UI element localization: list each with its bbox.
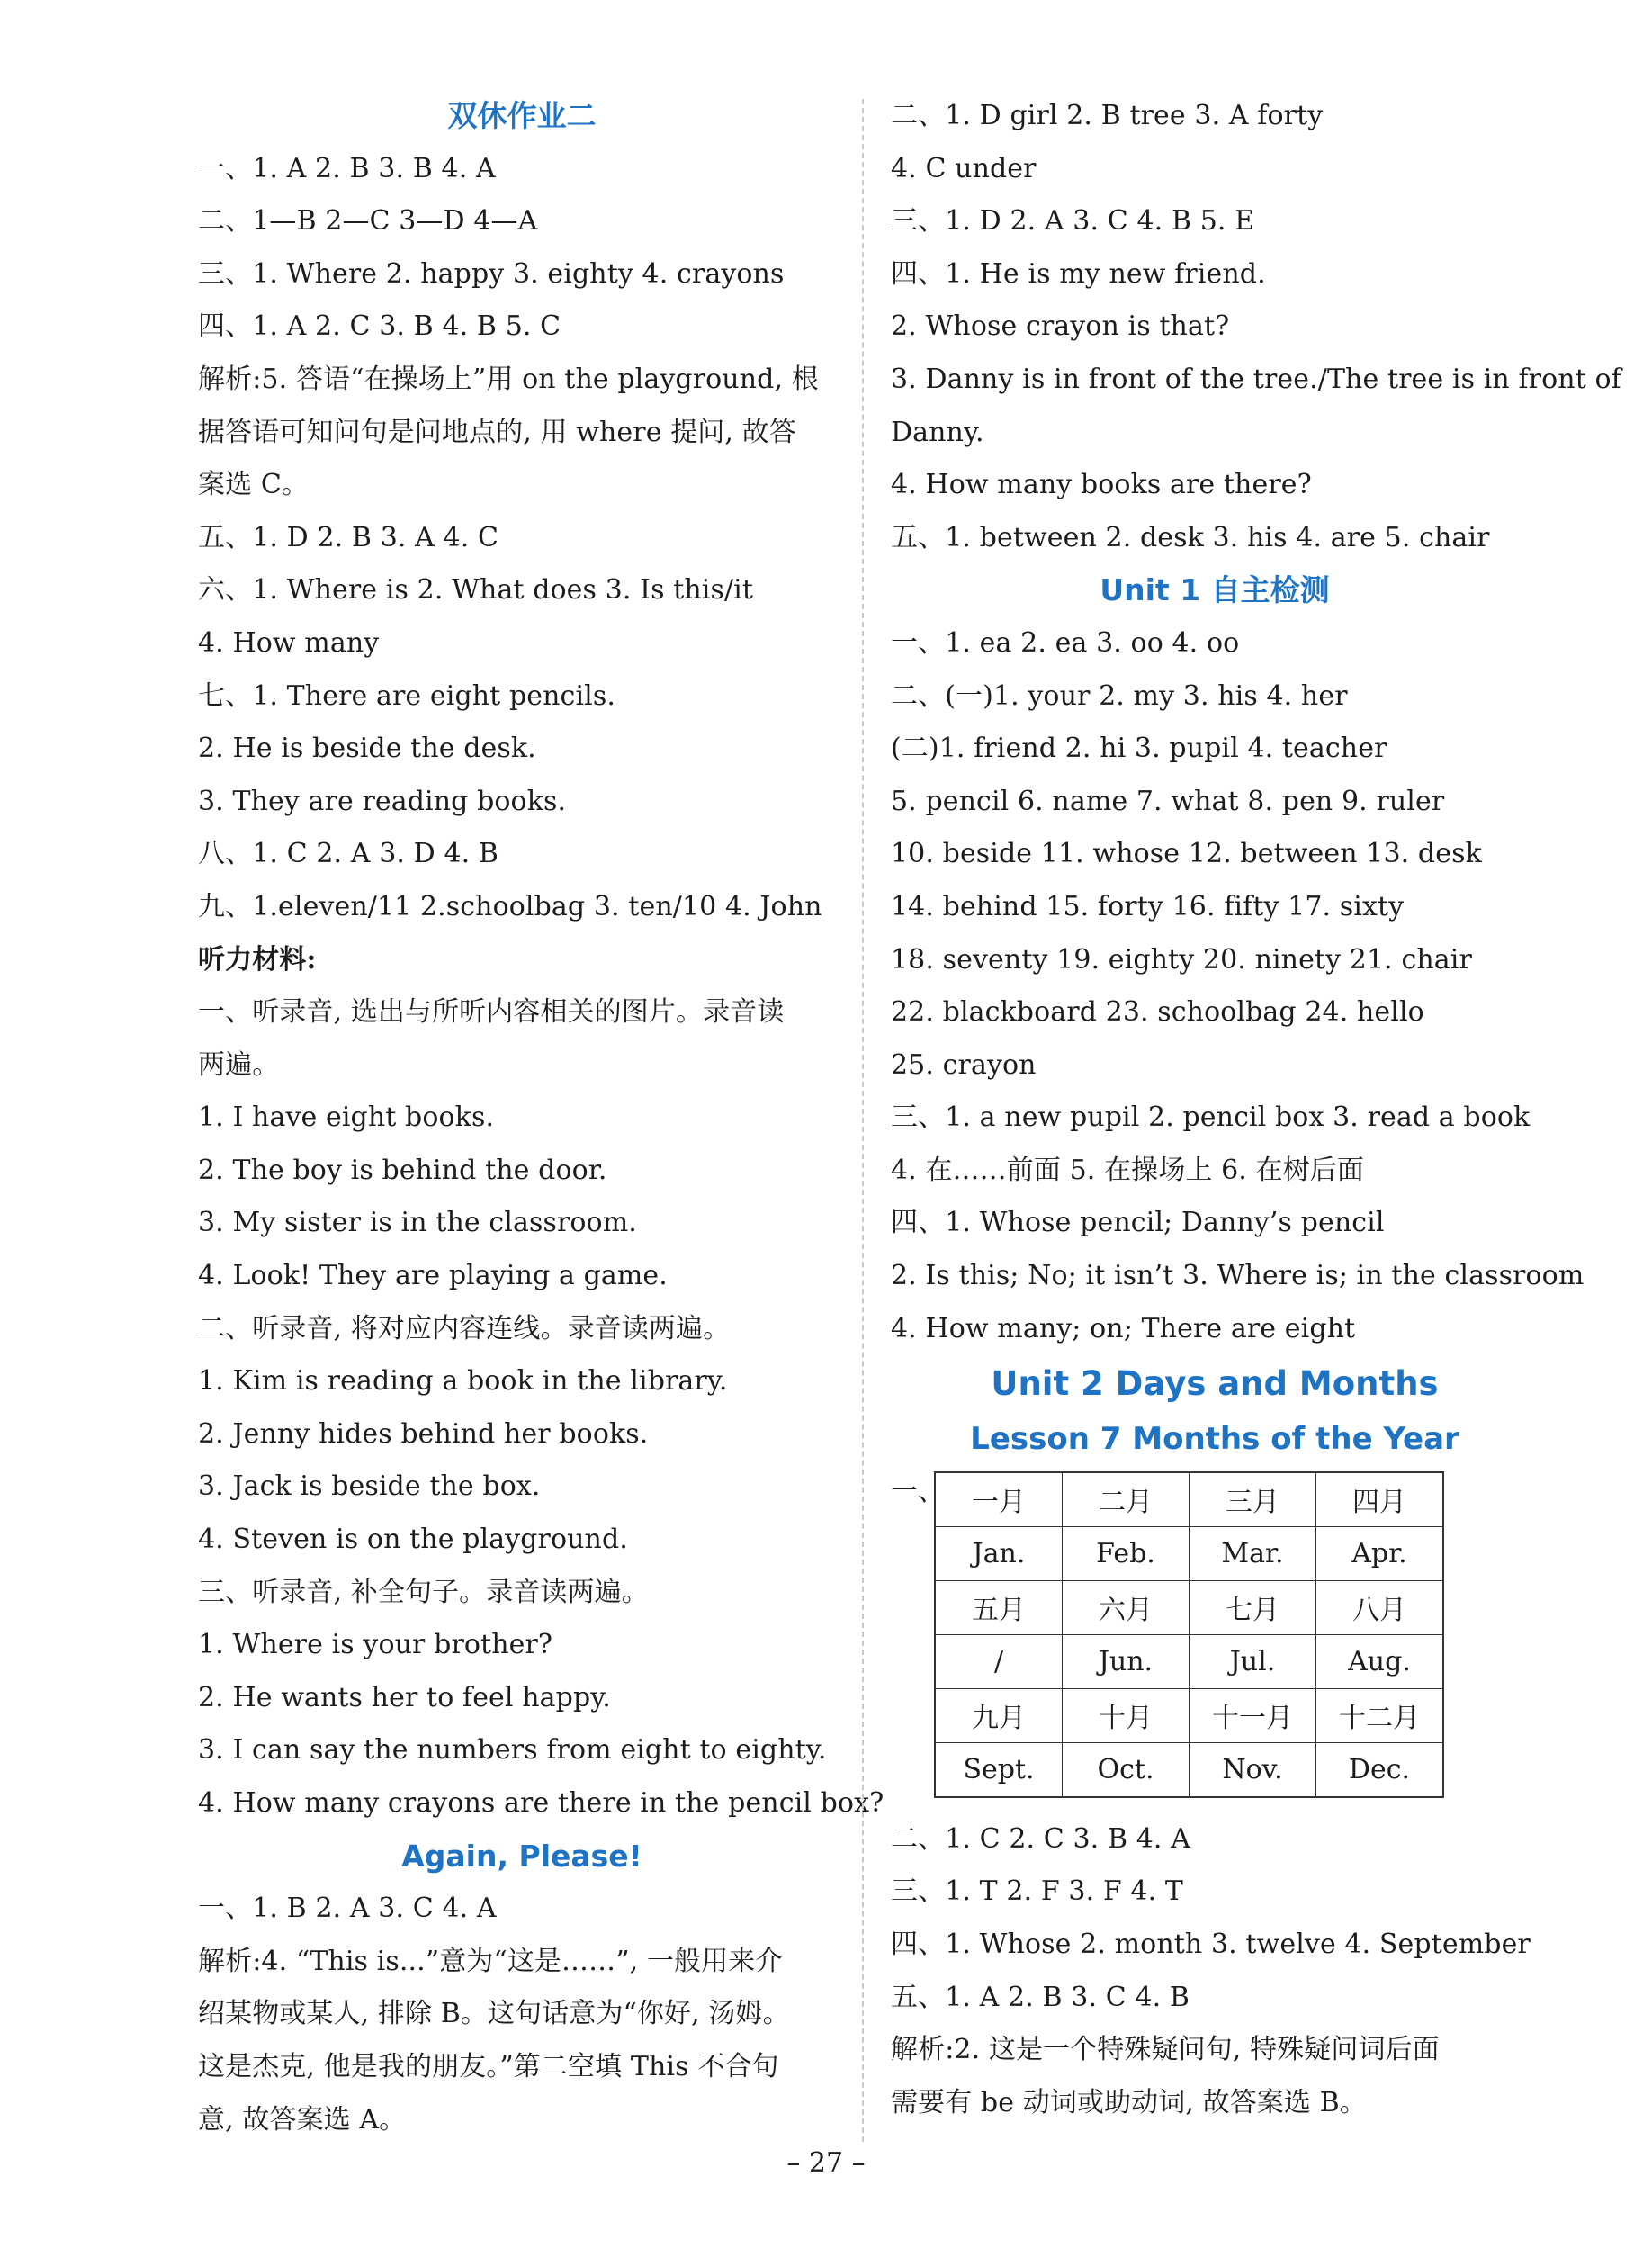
months-table-row — [935, 1634, 1443, 1688]
answer-line: 4. C under — [891, 152, 1037, 184]
months-table-row — [935, 1580, 1443, 1634]
answer-line: 4. How many crayons are there in the pencil box? — [198, 1787, 884, 1819]
months-table — [934, 1471, 1444, 1798]
answer-line: 22. blackboard 23. schoolbag 24. hello — [891, 996, 1424, 1029]
answer-line: 3. My sister is in the classroom. — [198, 1207, 637, 1239]
months-table-cell: Mar. — [1190, 1526, 1316, 1580]
answer-line: 1. I have eight books. — [198, 1102, 495, 1134]
months-table-label: 一、 — [891, 1475, 945, 1507]
answer-line: 三、1. Where 2. happy 3. eighty 4. crayons — [198, 257, 785, 290]
months-table-cell: Feb. — [1063, 1526, 1190, 1580]
page-number: – 27 – — [786, 2147, 866, 2179]
answer-line: 3. Jack is beside the box. — [198, 1470, 541, 1503]
months-table-cell: Oct. — [1063, 1742, 1190, 1797]
months-table-cell: 七月 — [1190, 1580, 1316, 1634]
answer-line: 二、1. D girl 2. B tree 3. A forty — [891, 100, 1324, 131]
months-table-row — [935, 1688, 1443, 1742]
months-table-cell: Sept. — [935, 1742, 1063, 1797]
answer-line: 10. beside 11. whose 12. between 13. desk — [891, 838, 1482, 870]
answer-line: 七、1. There are eight pencils. — [198, 679, 615, 712]
answer-line: 2. Is this; No; it isn’t 3. Where is; in the classroom — [891, 1260, 1585, 1292]
answer-line: 三、1. a new pupil 2. pencil box 3. read a book — [891, 1102, 1531, 1134]
answer-line: 2. Jenny hides behind her books. — [198, 1417, 649, 1450]
months-table-cell: Aug. — [1316, 1634, 1444, 1688]
answer-line: 4. Steven is on the playground. — [198, 1524, 628, 1556]
months-table-row — [935, 1472, 1443, 1527]
answer-line: 这是杰克, 他是我的朋友。”第二空填 This 不合句 — [198, 2050, 779, 2082]
months-table-cell: Apr. — [1316, 1526, 1444, 1580]
right-column-bottom — [891, 1813, 1539, 2130]
answer-line: 1. Where is your brother? — [198, 1629, 553, 1661]
answer-line: 四、1. He is my new friend. — [891, 257, 1266, 290]
answer-line: 2. Whose crayon is that? — [891, 310, 1230, 343]
answer-line: 案选 C。 — [198, 469, 309, 501]
answer-line: 25. crayon — [891, 1048, 1037, 1081]
answer-line: 二、1. C 2. C 3. B 4. A — [891, 1822, 1190, 1855]
months-table-cell: 一月 — [935, 1472, 1063, 1527]
months-table-cell: 十二月 — [1316, 1688, 1444, 1742]
answer-line: 三、听录音, 补全句子。录音读两遍。 — [198, 1576, 649, 1608]
months-table-cell: / — [935, 1634, 1063, 1688]
answer-line: 需要有 be 动词或助动词, 故答案选 B。 — [891, 2086, 1367, 2118]
answer-line: 3. They are reading books. — [198, 785, 567, 817]
answer-line: 意, 故答案选 A。 — [198, 2103, 407, 2136]
months-table-cell: 九月 — [935, 1688, 1063, 1742]
answer-line: 听力材料: — [198, 943, 317, 976]
answer-line: 九、1.eleven/11 2.schoolbag 3. ten/10 4. John — [198, 890, 822, 922]
answer-line: 4. How many books are there? — [891, 469, 1312, 501]
months-table-cell: 四月 — [1316, 1472, 1444, 1527]
answer-line: 一、听录音, 选出与所听内容相关的图片。录音读 — [198, 996, 785, 1029]
answer-line: 14. behind 15. forty 16. fifty 17. sixty — [891, 890, 1405, 922]
answer-line: 六、1. Where is 2. What does 3. Is this/it — [198, 574, 754, 607]
months-table-block — [891, 1466, 1539, 1813]
months-table-row — [935, 1526, 1443, 1580]
months-table-cell: Jul. — [1190, 1634, 1316, 1688]
answer-line: 3. Danny is in front of the tree./The tree is in front of — [891, 363, 1621, 395]
answer-line: 绍某物或某人, 排除 B。这句话意为“你好, 汤姆。 — [198, 1998, 790, 2030]
answer-line: 一、1. ea 2. ea 3. oo 4. oo — [891, 626, 1240, 659]
answer-line: 四、1. Whose 2. month 3. twelve 4. September — [891, 1929, 1531, 1961]
answer-line: 三、1. T 2. F 3. F 4. T — [891, 1875, 1183, 1908]
answer-line: 三、1. D 2. A 3. C 4. B 5. E — [891, 205, 1255, 238]
right-column — [891, 90, 1621, 2129]
answer-line: 二、听录音, 将对应内容连线。录音读两遍。 — [198, 1312, 731, 1344]
lesson-heading: Lesson 7 Months of the Year — [970, 1421, 1459, 1458]
answer-line: 5. pencil 6. name 7. what 8. pen 9. ruler — [891, 785, 1445, 817]
months-table-cell: 六月 — [1063, 1580, 1190, 1634]
answer-line: 4. Look! They are playing a game. — [198, 1260, 668, 1292]
answer-line: 4. 在……前面 5. 在操场上 6. 在树后面 — [891, 1154, 1364, 1186]
months-table-cell: Jan. — [935, 1526, 1063, 1580]
months-table-cell: 十一月 — [1190, 1688, 1316, 1742]
unit-heading: Unit 2 Days and Months — [991, 1364, 1439, 1404]
answer-line: 四、1. A 2. C 3. B 4. B 5. C — [198, 310, 561, 343]
answer-line: 2. The boy is behind the door. — [198, 1154, 607, 1186]
answer-line: 一、1. A 2. B 3. B 4. A — [198, 152, 496, 184]
answer-line: 解析:2. 这是一个特殊疑问句, 特殊疑问词后面 — [891, 2034, 1440, 2066]
answer-line: 2. He wants her to feel happy. — [198, 1681, 611, 1713]
section-heading: 双休作业二 — [447, 98, 597, 133]
left-column — [198, 90, 884, 2146]
months-table-cell: 十月 — [1063, 1688, 1190, 1742]
column-divider — [862, 99, 864, 2142]
answer-line: 解析:5. 答语“在操场上”用 on the playground, 根 — [198, 363, 819, 395]
months-table-cell: 三月 — [1190, 1472, 1316, 1527]
answer-line: 4. How many; on; There are eight — [891, 1312, 1356, 1344]
answer-line: 五、1. A 2. B 3. C 4. B — [891, 1981, 1190, 2013]
months-table-cell: 二月 — [1063, 1472, 1190, 1527]
months-table-cell: Jun. — [1063, 1634, 1190, 1688]
answer-line: 解析:4. “This is...”意为“这是……”, 一般用来介 — [198, 1945, 783, 1977]
answer-line: 四、1. Whose pencil; Danny’s pencil — [891, 1207, 1385, 1239]
answer-line: (二)1. friend 2. hi 3. pupil 4. teacher — [891, 733, 1387, 765]
answer-line: 据答语可知问句是问地点的, 用 where 提问, 故答 — [198, 416, 796, 448]
section-heading: Again, Please! — [401, 1838, 642, 1874]
answer-line: 二、(一)1. your 2. my 3. his 4. her — [891, 679, 1348, 712]
answer-line: 两遍。 — [198, 1048, 280, 1081]
section-heading: Unit 1 自主检测 — [1100, 572, 1330, 608]
answer-line: 18. seventy 19. eighty 20. ninety 21. chair — [891, 943, 1472, 976]
answer-line: 二、1—B 2—C 3—D 4—A — [198, 205, 538, 238]
months-table-cell: Nov. — [1190, 1742, 1316, 1797]
answer-line: 五、1. D 2. B 3. A 4. C — [198, 521, 499, 553]
months-table-cell: 五月 — [935, 1580, 1063, 1634]
answer-line: 一、1. B 2. A 3. C 4. A — [198, 1893, 497, 1925]
answer-line: 五、1. between 2. desk 3. his 4. are 5. chair — [891, 521, 1490, 553]
months-table-cell: 八月 — [1316, 1580, 1444, 1634]
right-column-top — [891, 90, 1621, 1466]
months-table-row — [935, 1742, 1443, 1797]
answer-line: Danny. — [891, 416, 984, 448]
answer-line: 4. How many — [198, 626, 380, 659]
answer-line: 2. He is beside the desk. — [198, 733, 536, 765]
months-table-cell: Dec. — [1316, 1742, 1444, 1797]
answer-line: 八、1. C 2. A 3. D 4. B — [198, 838, 499, 870]
answer-line: 1. Kim is reading a book in the library. — [198, 1365, 728, 1398]
answer-line: 3. I can say the numbers from eight to eighty. — [198, 1734, 827, 1767]
